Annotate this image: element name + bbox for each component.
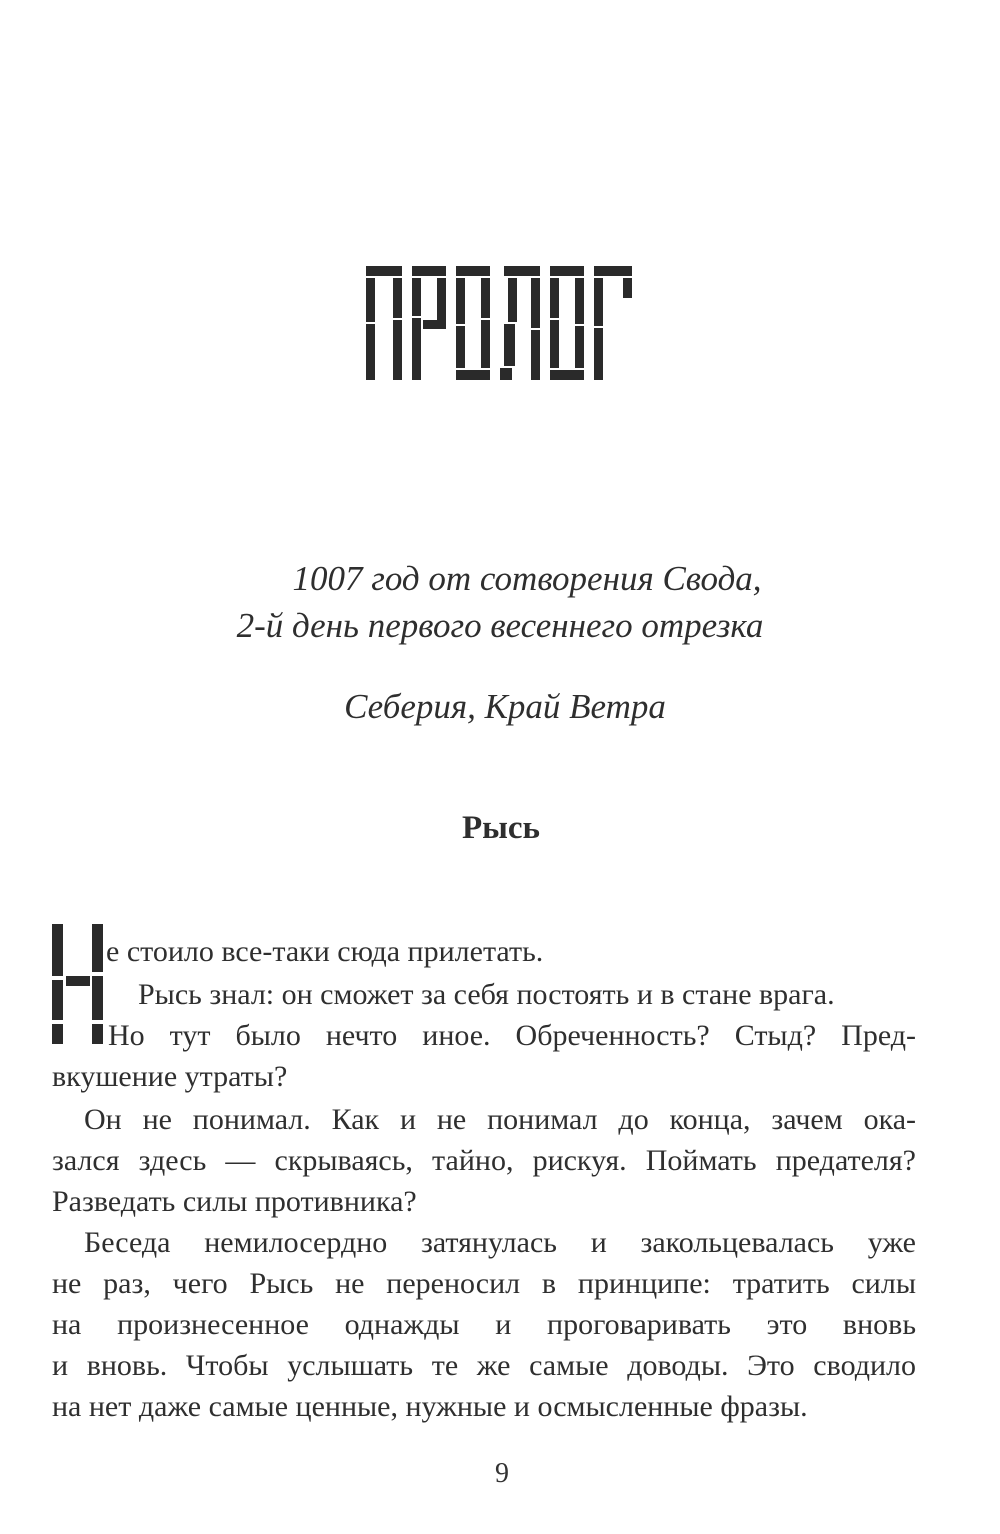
body-line-4: вкушение утраты?	[52, 1060, 288, 1093]
body-line-6: зался здесь — скрываясь, тайно, рискуя. Поймать предателя?	[52, 1144, 916, 1177]
page-number: 9	[495, 1458, 509, 1489]
section-heading: Рысь	[461, 810, 541, 846]
body-line-2: Рысь знал: он сможет за себя постоять и в стане врага.	[138, 978, 835, 1011]
body-line-12: на нет даже самые ценные, нужные и осмысленные фразы.	[52, 1390, 808, 1423]
chapter-title-lettering	[364, 262, 636, 384]
chapter-title	[0, 262, 1000, 384]
body-line-3: Но тут было нечто иное. Обреченность? Стыд? Пред-	[108, 1019, 916, 1052]
body-line-5: Он не понимал. Как и не понимал до конца, зачем ока-	[84, 1103, 916, 1136]
body-line-7: Разведать силы противника?	[52, 1185, 417, 1218]
body-line-10: на произнесенное однажды и проговаривать это вновь	[52, 1308, 916, 1341]
body-line-11: и вновь. Чтобы услышать те же самые доводы. Это сводило	[52, 1349, 916, 1382]
body-line-9: не раз, чего Рысь не переносил в принципе: тратить силы	[52, 1267, 916, 1300]
epigraph-place: Себерия, Край Ветра	[344, 687, 666, 726]
dropcap-letter	[50, 922, 106, 1046]
epigraph-date-line-1: 1007 год от сотворения Свода,	[292, 559, 762, 598]
body-line-1: е стоило все-таки сюда прилетать.	[106, 935, 544, 968]
epigraph-date-line-2: 2-й день первого весеннего отрезка	[236, 606, 764, 645]
body-line-8: Беседа немилосердно затянулась и закольцевалась уже	[84, 1226, 916, 1259]
